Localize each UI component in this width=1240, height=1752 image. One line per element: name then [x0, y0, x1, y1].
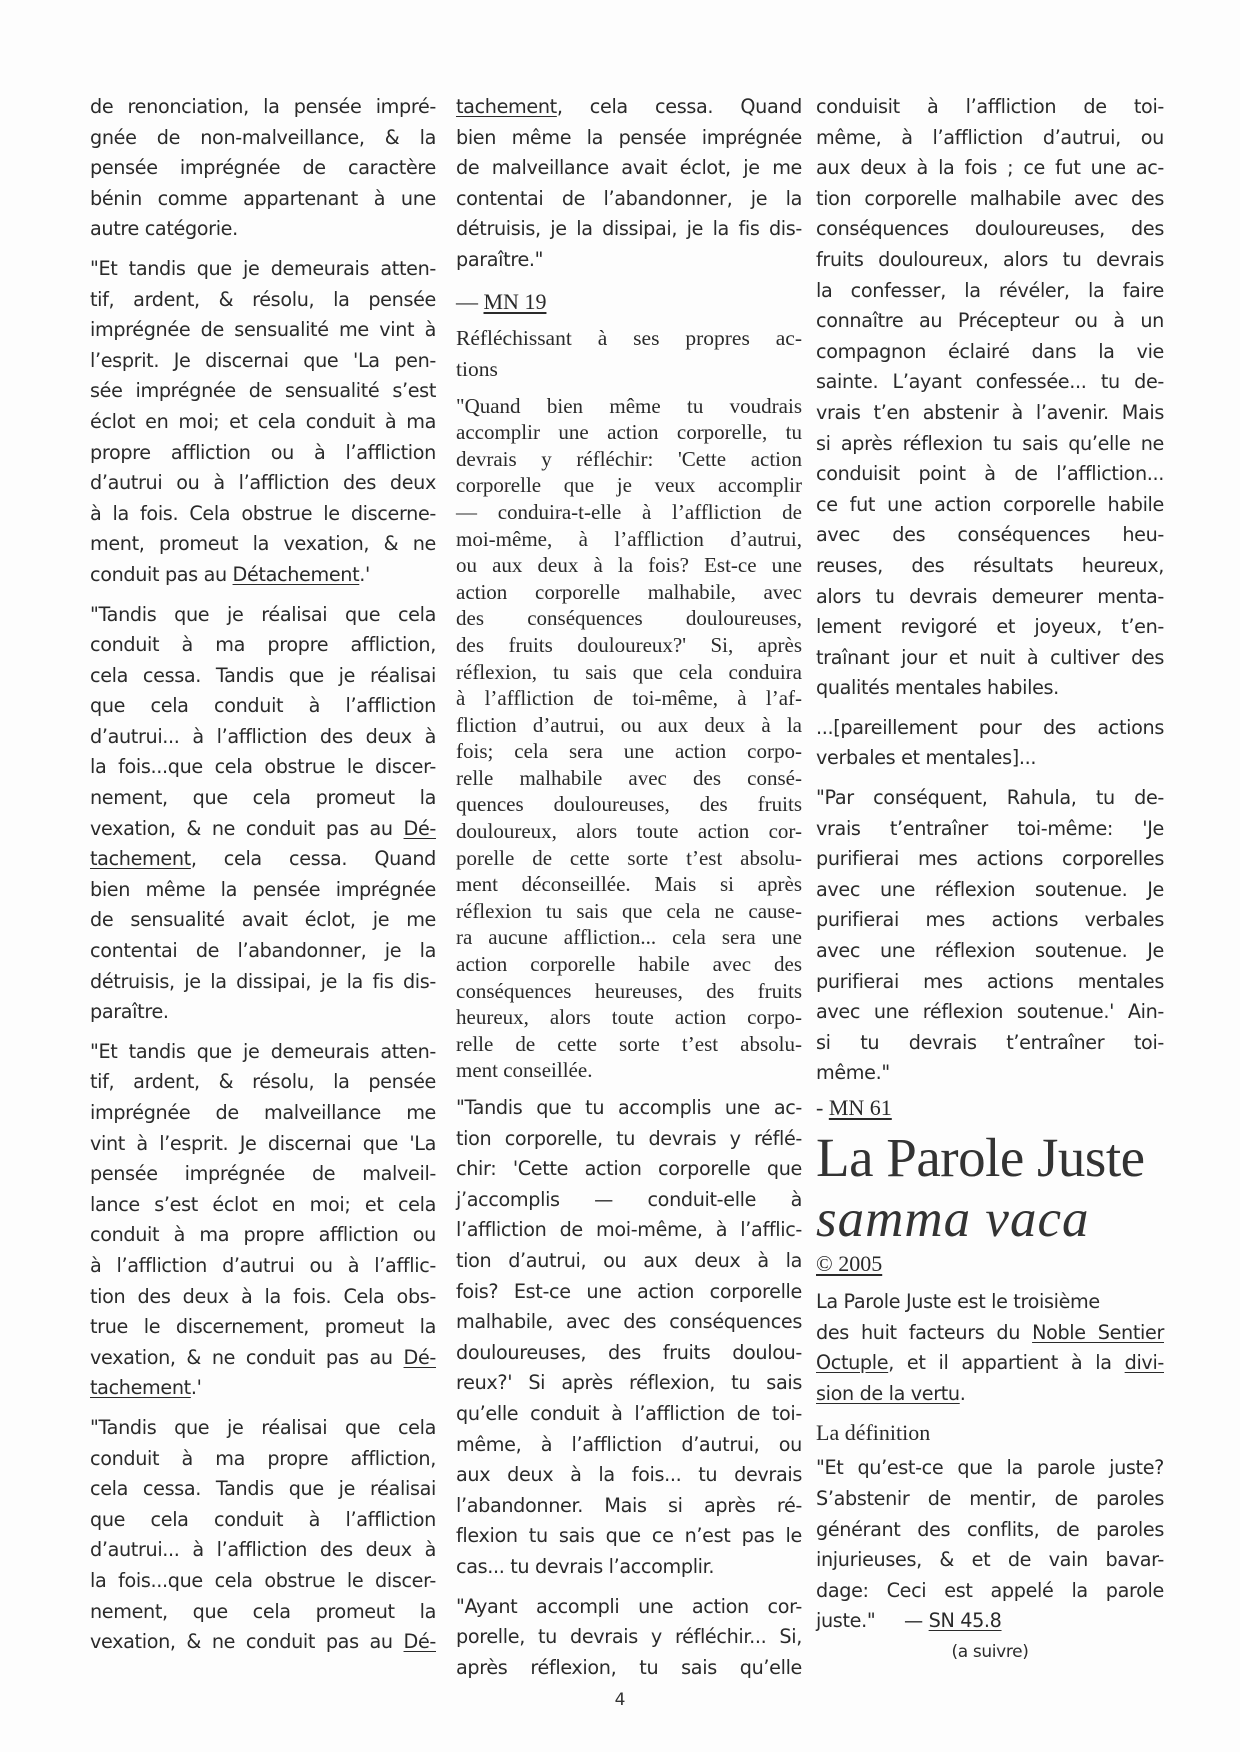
paragraph — [90, 254, 436, 591]
text-line: conduisit à l’affliction de toi- — [816, 95, 1164, 118]
text-line: cela cessa. Tandis que je réalisai — [90, 1477, 436, 1501]
text-line: cas... tu devrais l’accomplir. — [456, 1554, 715, 1578]
link-sn45-8[interactable]: SN 45.8 — [928, 1609, 1002, 1633]
text-line: fois; cela sera une action corpo- — [456, 739, 802, 764]
text-line: "Et tandis que je demeurais atten- — [90, 256, 436, 280]
link-division-vertu[interactable]: divi- — [1124, 1351, 1164, 1375]
to-be-continued: (a suivre) — [951, 1641, 1029, 1662]
text-line: conséquences heureuses, des fruits — [456, 978, 802, 1003]
text-line: devrais y réfléchir: 'Cette action — [456, 446, 802, 471]
text-line: "Et tandis que je demeurais atten- — [90, 1039, 436, 1063]
link-detachement[interactable]: tachement — [90, 1376, 191, 1400]
right-column — [816, 92, 1164, 1668]
link-detachement[interactable]: Détachement — [232, 562, 360, 586]
text-line: réflexion, tu sais que cela conduira — [456, 659, 802, 684]
text-line: nement, que cela promeut la — [90, 786, 436, 810]
text-line: malhabile, avec des conséquences — [456, 1310, 802, 1334]
text-line: détruisis, je la dissipai, je la fis dis- — [456, 217, 802, 241]
text-line: que cela conduit à l’affliction — [90, 1507, 436, 1531]
text-line: gnée de non-malveillance, & la — [90, 125, 436, 149]
paragraph — [456, 393, 802, 1084]
text-line: "Par conséquent, Rahula, tu de- — [816, 786, 1164, 810]
text-line: que cela conduit à l’affliction — [90, 694, 436, 718]
text-line: de sensualité avait éclot, je me — [90, 908, 436, 932]
text-line: l’esprit. Je discernai que 'La pen- — [90, 348, 436, 372]
text-line: purifierai mes actions mentales — [816, 969, 1164, 993]
text-line: même." — [816, 1061, 890, 1085]
text-line: purifierai mes actions corporelles — [816, 847, 1164, 871]
text-line — [90, 814, 436, 845]
paragraph — [90, 1413, 436, 1658]
text-line: l’abandonner. Mais si après ré- — [456, 1493, 802, 1517]
text: , et il appartient à la — [888, 1351, 1125, 1375]
text-line: alors tu devrais demeurer menta- — [816, 584, 1164, 608]
text-line: ...[pareillement pour des actions — [816, 715, 1164, 739]
link-detachement[interactable]: tachement — [90, 847, 191, 871]
text-line: paraître." — [456, 247, 544, 271]
text-line: tif, ardent, & résolu, la pensée — [90, 287, 436, 311]
text-line: vrais t’entraîner toi-même: 'Je — [816, 816, 1164, 840]
text-line: action corporelle habile avec des — [456, 952, 802, 977]
link-detachement[interactable]: tachement — [456, 95, 557, 118]
link-mn19[interactable]: MN 19 — [483, 288, 547, 314]
link-octuple[interactable]: Octuple — [816, 1351, 889, 1375]
text: conduit pas au — [90, 562, 233, 586]
text-line: fruits douloureux, alors tu devrais — [816, 247, 1164, 271]
text-line: connaître au Précepteur ou à un — [816, 309, 1164, 333]
text-line: bien même la pensée imprégnée — [90, 877, 436, 901]
text-line: aux deux à la fois... tu devrais — [456, 1463, 802, 1487]
text-line: "Et qu’est-ce que la parole juste? — [816, 1456, 1164, 1480]
text-line: paraître. — [90, 1000, 169, 1024]
text-line: tif, ardent, & résolu, la pensée — [90, 1070, 436, 1094]
text-line: la fois...que cela obstrue le discer- — [90, 1568, 436, 1592]
text-line: j’accomplis — conduit-elle à — [456, 1187, 802, 1211]
text: , cela cessa. Quand — [556, 95, 802, 118]
text-line: corporelle que je veux accomplir — [456, 473, 802, 498]
link-detachement[interactable]: Dé- — [403, 1345, 436, 1369]
text-line: avec des conséquences heu- — [816, 523, 1164, 547]
text-line: traînant jour et nuit à cultiver des — [816, 645, 1164, 669]
text-line: de malveillance avait éclot, je me — [456, 156, 802, 180]
text: vexation, & ne conduit pas au — [90, 816, 404, 840]
text-line — [90, 1373, 436, 1404]
text-line: tion corporelle, tu devrais y réflé- — [456, 1126, 802, 1150]
text-line: accomplir une action corporelle, tu — [456, 420, 802, 445]
text: des huit facteurs du — [816, 1320, 1033, 1344]
text-line: lement revigoré et joyeux, t’en- — [816, 615, 1164, 639]
text-line: tion d’autrui, ou aux deux à la — [456, 1248, 802, 1272]
text-line: de renonciation, la pensée impré- — [90, 95, 436, 118]
text-line: douloureuses, des fruits doulou- — [456, 1340, 802, 1364]
text-line: à l’affliction de toi-même, à l’af- — [456, 686, 802, 711]
text-line — [816, 1606, 1164, 1637]
text-line: douloureux, alors toute action cor- — [456, 819, 802, 844]
link-division-vertu[interactable]: sion de la vertu — [816, 1381, 960, 1405]
text-line: l’affliction de moi-même, à l’afflic- — [456, 1218, 802, 1242]
text-line: "Tandis que tu accomplis une ac- — [456, 1096, 802, 1119]
text-line: ment conseillée. — [456, 1058, 593, 1083]
text-line: imprégnée de malveillance me — [90, 1101, 436, 1124]
definition-paragraph — [816, 1453, 1164, 1667]
text-line: après réflexion, tu sais qu’elle — [456, 1655, 802, 1679]
text-line: d’autrui... à l’affliction des deux à — [90, 1538, 436, 1562]
middle-column — [456, 92, 802, 1683]
text-line — [90, 560, 436, 591]
text-line: même, à l’affliction d’autrui, ou — [456, 1432, 802, 1456]
link-detachement[interactable]: Dé- — [403, 816, 436, 840]
text-line: ce fut une action corporelle habile — [816, 492, 1164, 516]
paragraph — [456, 1093, 802, 1583]
text-line: sée imprégnée de sensualité s’est — [90, 379, 436, 403]
text-line: tion corporelle malhabile avec des — [816, 186, 1164, 210]
text-line: pensée imprégnée de malveil- — [90, 1162, 436, 1186]
paragraph — [90, 1037, 436, 1404]
text-line: purifierai mes actions verbales — [816, 908, 1164, 932]
text-line: qu’elle conduit à l’affliction de toi- — [456, 1401, 802, 1425]
text-line: S’abstenir de mentir, de paroles — [816, 1486, 1164, 1510]
text-line — [90, 1627, 436, 1658]
text-line: avec une réflexion soutenue.' Ain- — [816, 1000, 1164, 1024]
text-line: chir: 'Cette action corporelle que — [456, 1157, 802, 1181]
text-line: d’autrui ou à l’affliction des deux — [90, 471, 436, 495]
text-line: qualités mentales habiles. — [816, 676, 1059, 700]
text-line: conséquences douloureuses, des — [816, 217, 1164, 241]
text-line: fliction d’autrui, ou aux deux à la — [456, 712, 802, 737]
text-line: La Parole Juste est le troisième — [816, 1290, 1100, 1313]
text-line: tion des deux à la fois. Cela obs- — [90, 1284, 436, 1308]
text-line — [816, 1318, 1164, 1349]
link-detachement[interactable]: Dé- — [403, 1630, 436, 1654]
text-line: sainte. L’ayant confessée... tu de- — [816, 370, 1164, 394]
text-line: vint à l’esprit. Je discernai que 'La — [90, 1131, 436, 1155]
dash: - — [816, 1095, 829, 1120]
paragraph — [816, 783, 1164, 1089]
text-line: pensée imprégnée de caractère — [90, 156, 436, 180]
text-line: — conduira-t-elle à l’affliction de — [456, 499, 802, 524]
text-line: contentai de l’abandonner, je la — [456, 186, 802, 210]
text-line: fois? Est-ce une action corporelle — [456, 1279, 802, 1303]
text-line: générant des conflits, de paroles — [816, 1517, 1164, 1541]
text-line: éclot en moi; et cela conduit à ma — [90, 409, 436, 433]
text-line: true le discernement, promeut la — [90, 1315, 436, 1339]
left-column — [90, 92, 436, 1667]
text-line — [816, 1379, 1164, 1410]
text-line: porelle de cette sorte t’est absolu- — [456, 845, 802, 870]
text-line: conduit à ma propre affliction, — [90, 633, 436, 657]
text: . — [959, 1381, 966, 1405]
text-line: si après réflexion tu sais qu’elle ne — [816, 431, 1164, 455]
text-line: ou aux deux à la fois? Est-ce une — [456, 553, 802, 578]
paragraph — [816, 713, 1164, 774]
text-line: relle de cette sorte t’est absolu- — [456, 1031, 802, 1056]
intro-paragraph — [816, 1287, 1164, 1409]
text-line: des fruits douloureux?' Si, après — [456, 632, 802, 657]
paragraph — [816, 92, 1164, 704]
text: vexation, & ne conduit pas au — [90, 1345, 404, 1369]
text-line: vrais t’en abstenir à l’avenir. Mais — [816, 400, 1164, 424]
text-line: ra aucune affliction... cela sera une — [456, 925, 802, 950]
paragraph — [456, 92, 802, 276]
text: vexation, & ne conduit pas au — [90, 1630, 404, 1654]
text-line: des conséquences douloureuses, — [456, 606, 802, 631]
text-line: porelle, tu devrais y réfléchir... Si, — [456, 1625, 802, 1649]
article-subtitle: samma vaca — [816, 1190, 1090, 1248]
text: .' — [359, 562, 370, 586]
text-line: moi-même, à l’affliction d’autrui, — [456, 526, 802, 551]
text-line: contentai de l’abandonner, je la — [90, 939, 436, 963]
text-line: reux?' Si après réflexion, tu sais — [456, 1371, 802, 1395]
definition-heading: La définition — [816, 1420, 931, 1446]
text-line: "Quand bien même tu voudrais — [456, 393, 802, 418]
text-line: verbales et mentales]... — [816, 746, 1037, 770]
text-line: compagnon éclairé dans la vie — [816, 339, 1164, 363]
citation-mn61 — [816, 1091, 1164, 1125]
text-line: tions — [456, 356, 498, 381]
text-line: flexion tu sais que ce n’est pas le — [456, 1524, 802, 1548]
text-line: réflexion tu sais que cela ne cause- — [456, 898, 802, 923]
text: , cela cessa. Quand — [190, 847, 436, 871]
paragraph — [90, 92, 436, 245]
text-line: ment, promeut la vexation, & ne — [90, 532, 436, 556]
text-line: autre catégorie. — [90, 217, 238, 241]
text-line — [456, 92, 802, 123]
text-line: bénin comme appartenant à une — [90, 186, 436, 210]
text-line: même, à l’affliction d’autrui, ou — [816, 125, 1164, 149]
text-line: avec une réflexion soutenue. Je — [816, 939, 1164, 963]
text-line: la fois...que cela obstrue le discer- — [90, 755, 436, 779]
text-line — [90, 844, 436, 875]
text-line: "Tandis que je réalisai que cela — [90, 1415, 436, 1439]
section-heading — [456, 323, 802, 385]
text-line: quences douloureuses, des fruits — [456, 792, 802, 817]
text-line: détruisis, je la dissipai, je la fis dis- — [90, 969, 436, 993]
text-line: action corporelle malhabile, avec — [456, 579, 802, 604]
copyright-link[interactable]: © 2005 — [816, 1251, 883, 1276]
text-line: à la fois. Cela obstrue le discerne- — [90, 501, 436, 525]
link-mn61[interactable]: MN 61 — [828, 1095, 892, 1120]
page-number: 4 — [614, 1690, 626, 1710]
text-line: bien même la pensée imprégnée — [456, 125, 802, 149]
article-title: La Parole Juste — [816, 1127, 1145, 1188]
text-line: la confesser, la révéler, la faire — [816, 278, 1164, 302]
text-line: "Ayant accompli une action cor- — [456, 1594, 802, 1618]
text-line: conduit à ma propre affliction ou — [90, 1223, 436, 1247]
text-line: heureux, alors toute action corpo- — [456, 1005, 802, 1030]
citation-mn19 — [456, 285, 802, 319]
text-line: nement, que cela promeut la — [90, 1599, 436, 1623]
text-line: injurieuses, & et de vain bavar- — [816, 1548, 1164, 1572]
text-line: à l’affliction d’autrui ou à l’afflic- — [90, 1253, 436, 1277]
text-line: Réfléchissant à ses propres ac- — [456, 325, 802, 350]
text-line: dage: Ceci est appelé la parole — [816, 1578, 1164, 1602]
text-line: si tu devrais t’entraîner toi- — [816, 1030, 1164, 1054]
text-line: cela cessa. Tandis que je réalisai — [90, 663, 436, 687]
text-line: aux deux à la fois ; ce fut une ac- — [816, 156, 1164, 180]
link-noble-sentier[interactable]: Noble Sentier — [1032, 1320, 1164, 1344]
text-line: propre affliction ou à l’affliction — [90, 440, 436, 464]
em-dash: — — [456, 288, 484, 314]
text-line: lance s’est éclot en moi; et cela — [90, 1192, 436, 1216]
text-line: imprégnée de sensualité me vint à — [90, 318, 436, 342]
paragraph — [90, 600, 436, 1028]
text-line: avec une réflexion soutenue. Je — [816, 877, 1164, 901]
text-line: conduit à ma propre affliction, — [90, 1446, 436, 1470]
text-line: relle malhabile avec des consé- — [456, 765, 802, 790]
text-line: d’autrui... à l’affliction des deux à — [90, 724, 436, 748]
text-line: reuses, des résultats heureux, — [816, 553, 1164, 577]
text: .' — [190, 1376, 202, 1400]
text-line: conduisit point à de l’affliction... — [816, 462, 1164, 486]
text-line — [816, 1348, 1164, 1379]
text: juste." — — [816, 1609, 929, 1633]
text-line: ment déconseillée. Mais si après — [456, 872, 802, 897]
text-line: "Tandis que je réalisai que cela — [90, 602, 436, 626]
text-line — [90, 1343, 436, 1374]
paragraph — [456, 1592, 802, 1684]
